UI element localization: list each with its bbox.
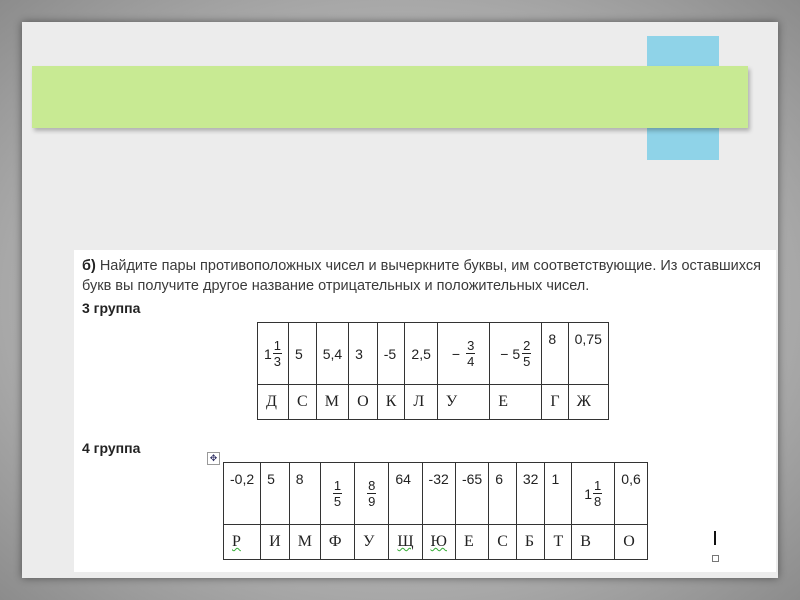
letter-cell: С — [489, 525, 517, 560]
number-cell: 32 — [516, 463, 545, 525]
title-banner — [32, 66, 748, 128]
letter-cell: Ф — [320, 525, 354, 560]
instruction-label: б) — [82, 258, 96, 274]
instruction-text — [82, 256, 772, 296]
letter-cell: Д — [258, 385, 289, 420]
slide — [22, 22, 778, 578]
group4-title: 4 группа — [82, 440, 141, 456]
instruction-body: Найдите пары противоположных чисел и вычеркните буквы, им соответствующие. Из оставшихся букв вы получите другое название отрицательных и положительных чисел. — [82, 258, 761, 294]
letter-cell: И — [261, 525, 290, 560]
letter-cell: Б — [516, 525, 545, 560]
number-cell: 3 — [349, 323, 378, 385]
number-cell: − 5 $\frac{2}{5}$ — [490, 323, 542, 385]
number-cell: -32 — [422, 463, 455, 525]
number-cell: 6 — [489, 463, 517, 525]
number-cell: 5,4 — [316, 323, 348, 385]
letter-cell: Е — [455, 525, 488, 560]
number-cell: 8 — [542, 323, 568, 385]
letter-cell: Ж — [568, 385, 608, 420]
group3-letters-row — [258, 385, 609, 420]
number-cell: 1 $\frac{1}{3}$ — [258, 323, 289, 385]
number-cell: 1 $\frac{1}{8}$ — [572, 463, 615, 525]
letter-cell: В — [572, 525, 615, 560]
letter-cell: О — [615, 525, 647, 560]
number-cell: -0,2 — [224, 463, 261, 525]
group4-numbers-row — [224, 463, 648, 525]
number-cell: 0,75 — [568, 323, 608, 385]
group4-letters-row — [224, 525, 648, 560]
group4-table — [223, 462, 648, 560]
group3-table — [257, 322, 609, 420]
number-cell: -5 — [377, 323, 405, 385]
letter-cell: У — [355, 525, 389, 560]
letter-cell: Л — [405, 385, 437, 420]
number-cell: 0,6 — [615, 463, 647, 525]
letter-cell: Г — [542, 385, 568, 420]
number-cell: $\frac{8}{9}$ — [355, 463, 389, 525]
number-cell: 8 — [289, 463, 320, 525]
number-cell: 2,5 — [405, 323, 437, 385]
group3-numbers-row — [258, 323, 609, 385]
letter-cell: У — [437, 385, 489, 420]
text-cursor — [714, 531, 716, 545]
group3-title: 3 группа — [82, 300, 141, 316]
table-resize-handle[interactable] — [712, 555, 719, 562]
number-cell: − $\frac{3}{4}$ — [437, 323, 489, 385]
number-cell: -65 — [455, 463, 488, 525]
letter-cell: О — [349, 385, 378, 420]
number-cell: $\frac{1}{5}$ — [320, 463, 354, 525]
letter-cell: Р — [224, 525, 261, 560]
letter-cell: Щ — [389, 525, 422, 560]
letter-cell: Е — [490, 385, 542, 420]
letter-cell: К — [377, 385, 405, 420]
move-handle-icon[interactable]: ✥ — [207, 452, 220, 465]
number-cell: 1 — [545, 463, 572, 525]
letter-cell: С — [289, 385, 317, 420]
letter-cell: Ю — [422, 525, 455, 560]
letter-cell: М — [289, 525, 320, 560]
number-cell: 5 — [289, 323, 317, 385]
number-cell: 64 — [389, 463, 422, 525]
number-cell: 5 — [261, 463, 290, 525]
worksheet-image — [74, 250, 776, 572]
letter-cell: Т — [545, 525, 572, 560]
letter-cell: М — [316, 385, 348, 420]
